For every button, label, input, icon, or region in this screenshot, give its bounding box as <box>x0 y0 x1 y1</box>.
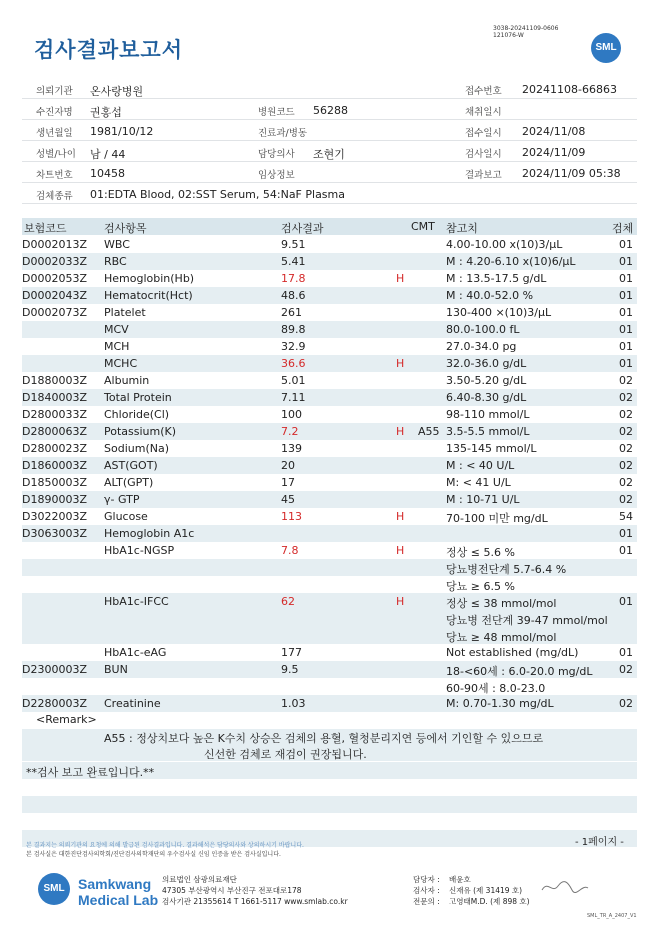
row-reference: M: < 41 U/L <box>446 476 511 489</box>
blank-row <box>22 796 637 813</box>
row-item: BUN <box>104 663 128 676</box>
row-item: AST(GOT) <box>104 459 158 472</box>
institution-label: 의뢰기관 <box>36 86 73 97</box>
row-code: D2800023Z <box>22 442 87 455</box>
row-reference: 당뇨병 전단계 39-47 mmol/mol <box>446 614 608 627</box>
test-date-label: 검사일시 <box>465 149 502 160</box>
header-code: 보험코드 <box>24 222 67 235</box>
row-item: MCH <box>104 340 130 353</box>
page-number: - 1페이지 - <box>575 837 624 848</box>
table-row <box>22 236 637 253</box>
row-item: Creatinine <box>104 697 161 710</box>
row-item: Potassium(K) <box>104 425 177 438</box>
report-complete-text: **검사 보고 완료입니다.** <box>26 766 155 779</box>
remark-line1: A55 : 정상치보다 높은 K수치 상승은 검체의 용혈, 혈청분리지연 등에서 기인할 수 있으므로 <box>104 732 544 745</box>
row-code: D2300003Z <box>22 663 87 676</box>
table-row <box>22 610 637 627</box>
header-result: 검사결과 <box>281 222 324 235</box>
row-result: 1.03 <box>281 697 306 710</box>
row-item: γ- GTP <box>104 493 140 506</box>
row-reference: 당뇨병전단계 5.7-6.4 % <box>446 563 567 576</box>
row-item: Chloride(Cl) <box>104 408 170 421</box>
row-item: HbA1c-NGSP <box>104 544 175 557</box>
table-row <box>22 389 637 406</box>
report-label: 결과보고 <box>465 170 502 181</box>
staff2-label: 검사자 : <box>413 886 440 895</box>
row-result: 7.2 <box>281 425 299 438</box>
table-row <box>22 457 637 474</box>
row-specimen: 01 <box>619 238 633 251</box>
staff1-label: 담당자 : <box>413 875 440 884</box>
row-item: MCV <box>104 323 129 336</box>
form-version: SML_TR_A_2407_V1 <box>587 913 637 919</box>
row-item: ALT(GPT) <box>104 476 154 489</box>
row-code: D1840003Z <box>22 391 87 404</box>
row-reference: 6.40-8.30 g/dL <box>446 391 527 404</box>
header-item: 검사항목 <box>104 222 147 235</box>
row-specimen: 01 <box>619 289 633 302</box>
row-reference: M: 0.70-1.30 mg/dL <box>446 697 554 710</box>
signature-scribble <box>540 878 590 896</box>
row-item: HbA1c-eAG <box>104 646 167 659</box>
row-reference: 정상 ≤ 38 mmol/mol <box>446 597 557 610</box>
row-code: D3063003Z <box>22 527 87 540</box>
row-specimen: 01 <box>619 306 633 319</box>
info-row-birth <box>22 120 637 141</box>
institution-value: 온사랑병원 <box>90 85 144 98</box>
table-row <box>22 270 637 287</box>
row-specimen: 01 <box>619 595 633 608</box>
row-specimen: 02 <box>619 374 633 387</box>
row-result: 100 <box>281 408 302 421</box>
row-item: MCHC <box>104 357 138 370</box>
info-row-name <box>22 99 637 120</box>
footer-note2: 본 검사실은 대한진단검사의학회/진단검사의학재단의 우수검사실 신임 인증을 받은 검사실입니다. <box>26 851 281 858</box>
specimen-label: 검체종류 <box>36 191 73 202</box>
row-flag: H <box>396 595 405 608</box>
table-row <box>22 542 637 559</box>
row-item: HbA1c-IFCC <box>104 595 169 608</box>
row-flag: H <box>396 425 405 438</box>
row-reference: 당뇨 ≥ 48 mmol/mol <box>446 631 557 644</box>
row-code: D1860003Z <box>22 459 87 472</box>
row-code: D3022003Z <box>22 510 87 523</box>
row-reference: M : 4.20-6.10 x(10)6/μL <box>446 255 576 268</box>
table-row <box>22 661 637 678</box>
clinical-label: 임상정보 <box>258 170 295 181</box>
results-table-header <box>22 218 637 235</box>
row-specimen: 02 <box>619 697 633 710</box>
remark-line2: 신선한 검체로 재검이 권장됩니다. <box>204 748 367 761</box>
row-code: D2800063Z <box>22 425 87 438</box>
table-row <box>22 440 637 457</box>
specimen-value: 01:EDTA Blood, 02:SST Serum, 54:NaF Plasma <box>90 188 345 201</box>
row-specimen: 02 <box>619 442 633 455</box>
row-reference: M : 40.0-52.0 % <box>446 289 534 302</box>
table-row <box>22 491 637 508</box>
table-row <box>22 321 637 338</box>
row-item: Platelet <box>104 306 146 319</box>
row-item: Hematocrit(Hct) <box>104 289 193 302</box>
info-row-institution <box>22 78 637 99</box>
row-result: 7.11 <box>281 391 306 404</box>
staff3-label: 전문의 : <box>413 897 440 906</box>
row-item: Sodium(Na) <box>104 442 169 455</box>
receipt-date-value: 2024/11/08 <box>522 125 586 138</box>
row-reference: 3.5-5.5 mmol/L <box>446 425 530 438</box>
row-reference: 정상 ≤ 5.6 % <box>446 546 515 559</box>
row-item: RBC <box>104 255 127 268</box>
receipt-date-label: 접수일시 <box>465 128 502 139</box>
row-result: 113 <box>281 510 302 523</box>
row-reference: 18-<60세 : 6.0-20.0 mg/dL <box>446 665 593 678</box>
row-result: 9.51 <box>281 238 306 251</box>
row-code: D1850003Z <box>22 476 87 489</box>
chart-label: 차트번호 <box>36 170 73 181</box>
hospital-code-label: 병원코드 <box>258 107 295 118</box>
row-result: 139 <box>281 442 302 455</box>
footer-address1: 의료법인 삼광의료재단 <box>162 875 237 884</box>
table-row <box>22 644 637 661</box>
receipt-no-value: 20241108-66863 <box>522 83 617 96</box>
remark-title: <Remark> <box>36 713 97 726</box>
row-result: 17 <box>281 476 295 489</box>
header-spec: 검체 <box>612 222 634 235</box>
collect-label: 채취일시 <box>465 107 502 118</box>
info-row-chart <box>22 162 637 183</box>
row-code: D2800033Z <box>22 408 87 421</box>
row-result: 7.8 <box>281 544 299 557</box>
row-specimen: 01 <box>619 272 633 285</box>
row-reference: 4.00-10.00 x(10)3/μL <box>446 238 563 251</box>
sex-age-value: 남 / 44 <box>90 148 126 161</box>
row-reference: M : 10-71 U/L <box>446 493 520 506</box>
test-date-value: 2024/11/09 <box>522 146 586 159</box>
row-item: Hemoglobin A1c <box>104 527 195 540</box>
report-value: 2024/11/09 05:38 <box>522 167 621 180</box>
row-reference: 3.50-5.20 g/dL <box>446 374 527 387</box>
report-title: 검사결과보고서 <box>34 38 184 62</box>
row-specimen: 02 <box>619 425 633 438</box>
table-row <box>22 678 637 695</box>
row-result: 177 <box>281 646 302 659</box>
table-row <box>22 525 637 542</box>
doctor-label: 담당의사 <box>258 149 295 160</box>
table-row <box>22 559 637 576</box>
staff3-value: 고영태M.D. (제 898 호) <box>449 897 530 906</box>
footer-sml-logo: SML <box>38 873 70 905</box>
table-row <box>22 253 637 270</box>
name-label: 수진자명 <box>36 107 73 118</box>
row-specimen: 02 <box>619 408 633 421</box>
row-code: D2280003Z <box>22 697 87 710</box>
row-item: WBC <box>104 238 130 251</box>
row-specimen: 01 <box>619 646 633 659</box>
row-specimen: 01 <box>619 527 633 540</box>
row-specimen: 01 <box>619 323 633 336</box>
row-specimen: 01 <box>619 255 633 268</box>
row-code: D0002033Z <box>22 255 87 268</box>
document-code <box>493 25 558 39</box>
row-result: 62 <box>281 595 295 608</box>
row-reference: Not established (mg/dL) <box>446 646 579 659</box>
footer-note1: 본 결과지는 의뢰기관의 요청에 의해 발급된 검사결과입니다. 결과해석은 담당의사와 상의하시기 바랍니다. <box>26 842 304 849</box>
staff1-value: 배윤호 <box>449 875 471 884</box>
table-row <box>22 576 637 593</box>
row-reference: 130-400 ×(10)3/μL <box>446 306 552 319</box>
row-specimen: 01 <box>619 357 633 370</box>
row-code: D1890003Z <box>22 493 87 506</box>
row-reference: 당뇨 ≥ 6.5 % <box>446 580 515 593</box>
row-reference: 80.0-100.0 fL <box>446 323 520 336</box>
row-reference: 98-110 mmol/L <box>446 408 530 421</box>
brand-name-line2: Medical Lab <box>78 892 159 908</box>
document-code-line1: 3038-20241109-0606 <box>493 25 559 32</box>
row-reference: M : < 40 U/L <box>446 459 515 472</box>
staff2-value: 신재유 (제 31419 호) <box>449 886 523 895</box>
row-result: 32.9 <box>281 340 306 353</box>
row-result: 5.01 <box>281 374 306 387</box>
info-row-sex-age <box>22 141 637 162</box>
brand-name-line1: Samkwang <box>78 876 152 892</box>
row-reference: M : 13.5-17.5 g/dL <box>446 272 547 285</box>
header-cmt: CMT <box>411 220 435 233</box>
row-reference: 60-90세 : 8.0-23.0 <box>446 682 546 695</box>
row-result: 261 <box>281 306 302 319</box>
row-code: D0002043Z <box>22 289 87 302</box>
row-code: D0002073Z <box>22 306 87 319</box>
row-reference: 135-145 mmol/L <box>446 442 537 455</box>
row-item: Albumin <box>104 374 150 387</box>
sml-logo: SML <box>591 33 621 63</box>
footer-address2: 47305 부산광역시 부산진구 전포대로178 <box>162 886 302 895</box>
row-specimen: 02 <box>619 663 633 676</box>
table-row <box>22 304 637 321</box>
row-result: 5.41 <box>281 255 306 268</box>
row-flag: H <box>396 272 405 285</box>
table-row <box>22 355 637 372</box>
hospital-code-value: 56288 <box>313 104 348 117</box>
row-specimen: 02 <box>619 459 633 472</box>
row-result: 36.6 <box>281 357 306 370</box>
row-result: 48.6 <box>281 289 306 302</box>
row-cmt: A55 <box>418 425 440 438</box>
row-code: D0002013Z <box>22 238 87 251</box>
row-flag: H <box>396 544 405 557</box>
row-result: 9.5 <box>281 663 299 676</box>
table-row <box>22 338 637 355</box>
table-row <box>22 287 637 304</box>
row-item: Hemoglobin(Hb) <box>104 272 195 285</box>
row-item: Total Protein <box>104 391 172 404</box>
row-reference: 32.0-36.0 g/dL <box>446 357 527 370</box>
row-specimen: 01 <box>619 544 633 557</box>
receipt-no-label: 접수번호 <box>465 86 502 97</box>
table-row <box>22 406 637 423</box>
row-specimen: 54 <box>619 510 633 523</box>
row-code: D0002053Z <box>22 272 87 285</box>
table-row <box>22 508 637 525</box>
row-specimen: 02 <box>619 476 633 489</box>
doctor-value: 조현기 <box>313 148 345 161</box>
row-specimen: 02 <box>619 493 633 506</box>
row-result: 45 <box>281 493 295 506</box>
footer-address3: 검사기관 21355614 T 1661-5117 www.smlab.co.kr <box>162 897 348 906</box>
chart-value: 10458 <box>90 167 125 180</box>
row-specimen: 02 <box>619 391 633 404</box>
row-specimen: 01 <box>619 340 633 353</box>
birth-value: 1981/10/12 <box>90 125 154 138</box>
row-flag: H <box>396 510 405 523</box>
name-value: 권홍섭 <box>90 106 122 119</box>
table-row <box>22 474 637 491</box>
row-item: Glucose <box>104 510 148 523</box>
table-row <box>22 423 637 440</box>
table-row <box>22 372 637 389</box>
table-row <box>22 627 637 644</box>
table-row <box>22 593 637 610</box>
row-reference: 27.0-34.0 pg <box>446 340 517 353</box>
row-result: 20 <box>281 459 295 472</box>
header-ref: 참고치 <box>446 222 478 235</box>
row-result: 17.8 <box>281 272 306 285</box>
sex-age-label: 성별/나이 <box>36 149 76 160</box>
table-row <box>22 695 637 712</box>
row-flag: H <box>396 357 405 370</box>
row-reference: 70-100 미만 mg/dL <box>446 512 548 525</box>
row-code: D1880003Z <box>22 374 87 387</box>
info-row-specimen <box>22 183 637 204</box>
birth-label: 생년월일 <box>36 128 73 139</box>
document-code-line2: 121076-W <box>493 32 524 39</box>
row-result: 89.8 <box>281 323 306 336</box>
dept-label: 진료과/병동 <box>258 128 308 139</box>
